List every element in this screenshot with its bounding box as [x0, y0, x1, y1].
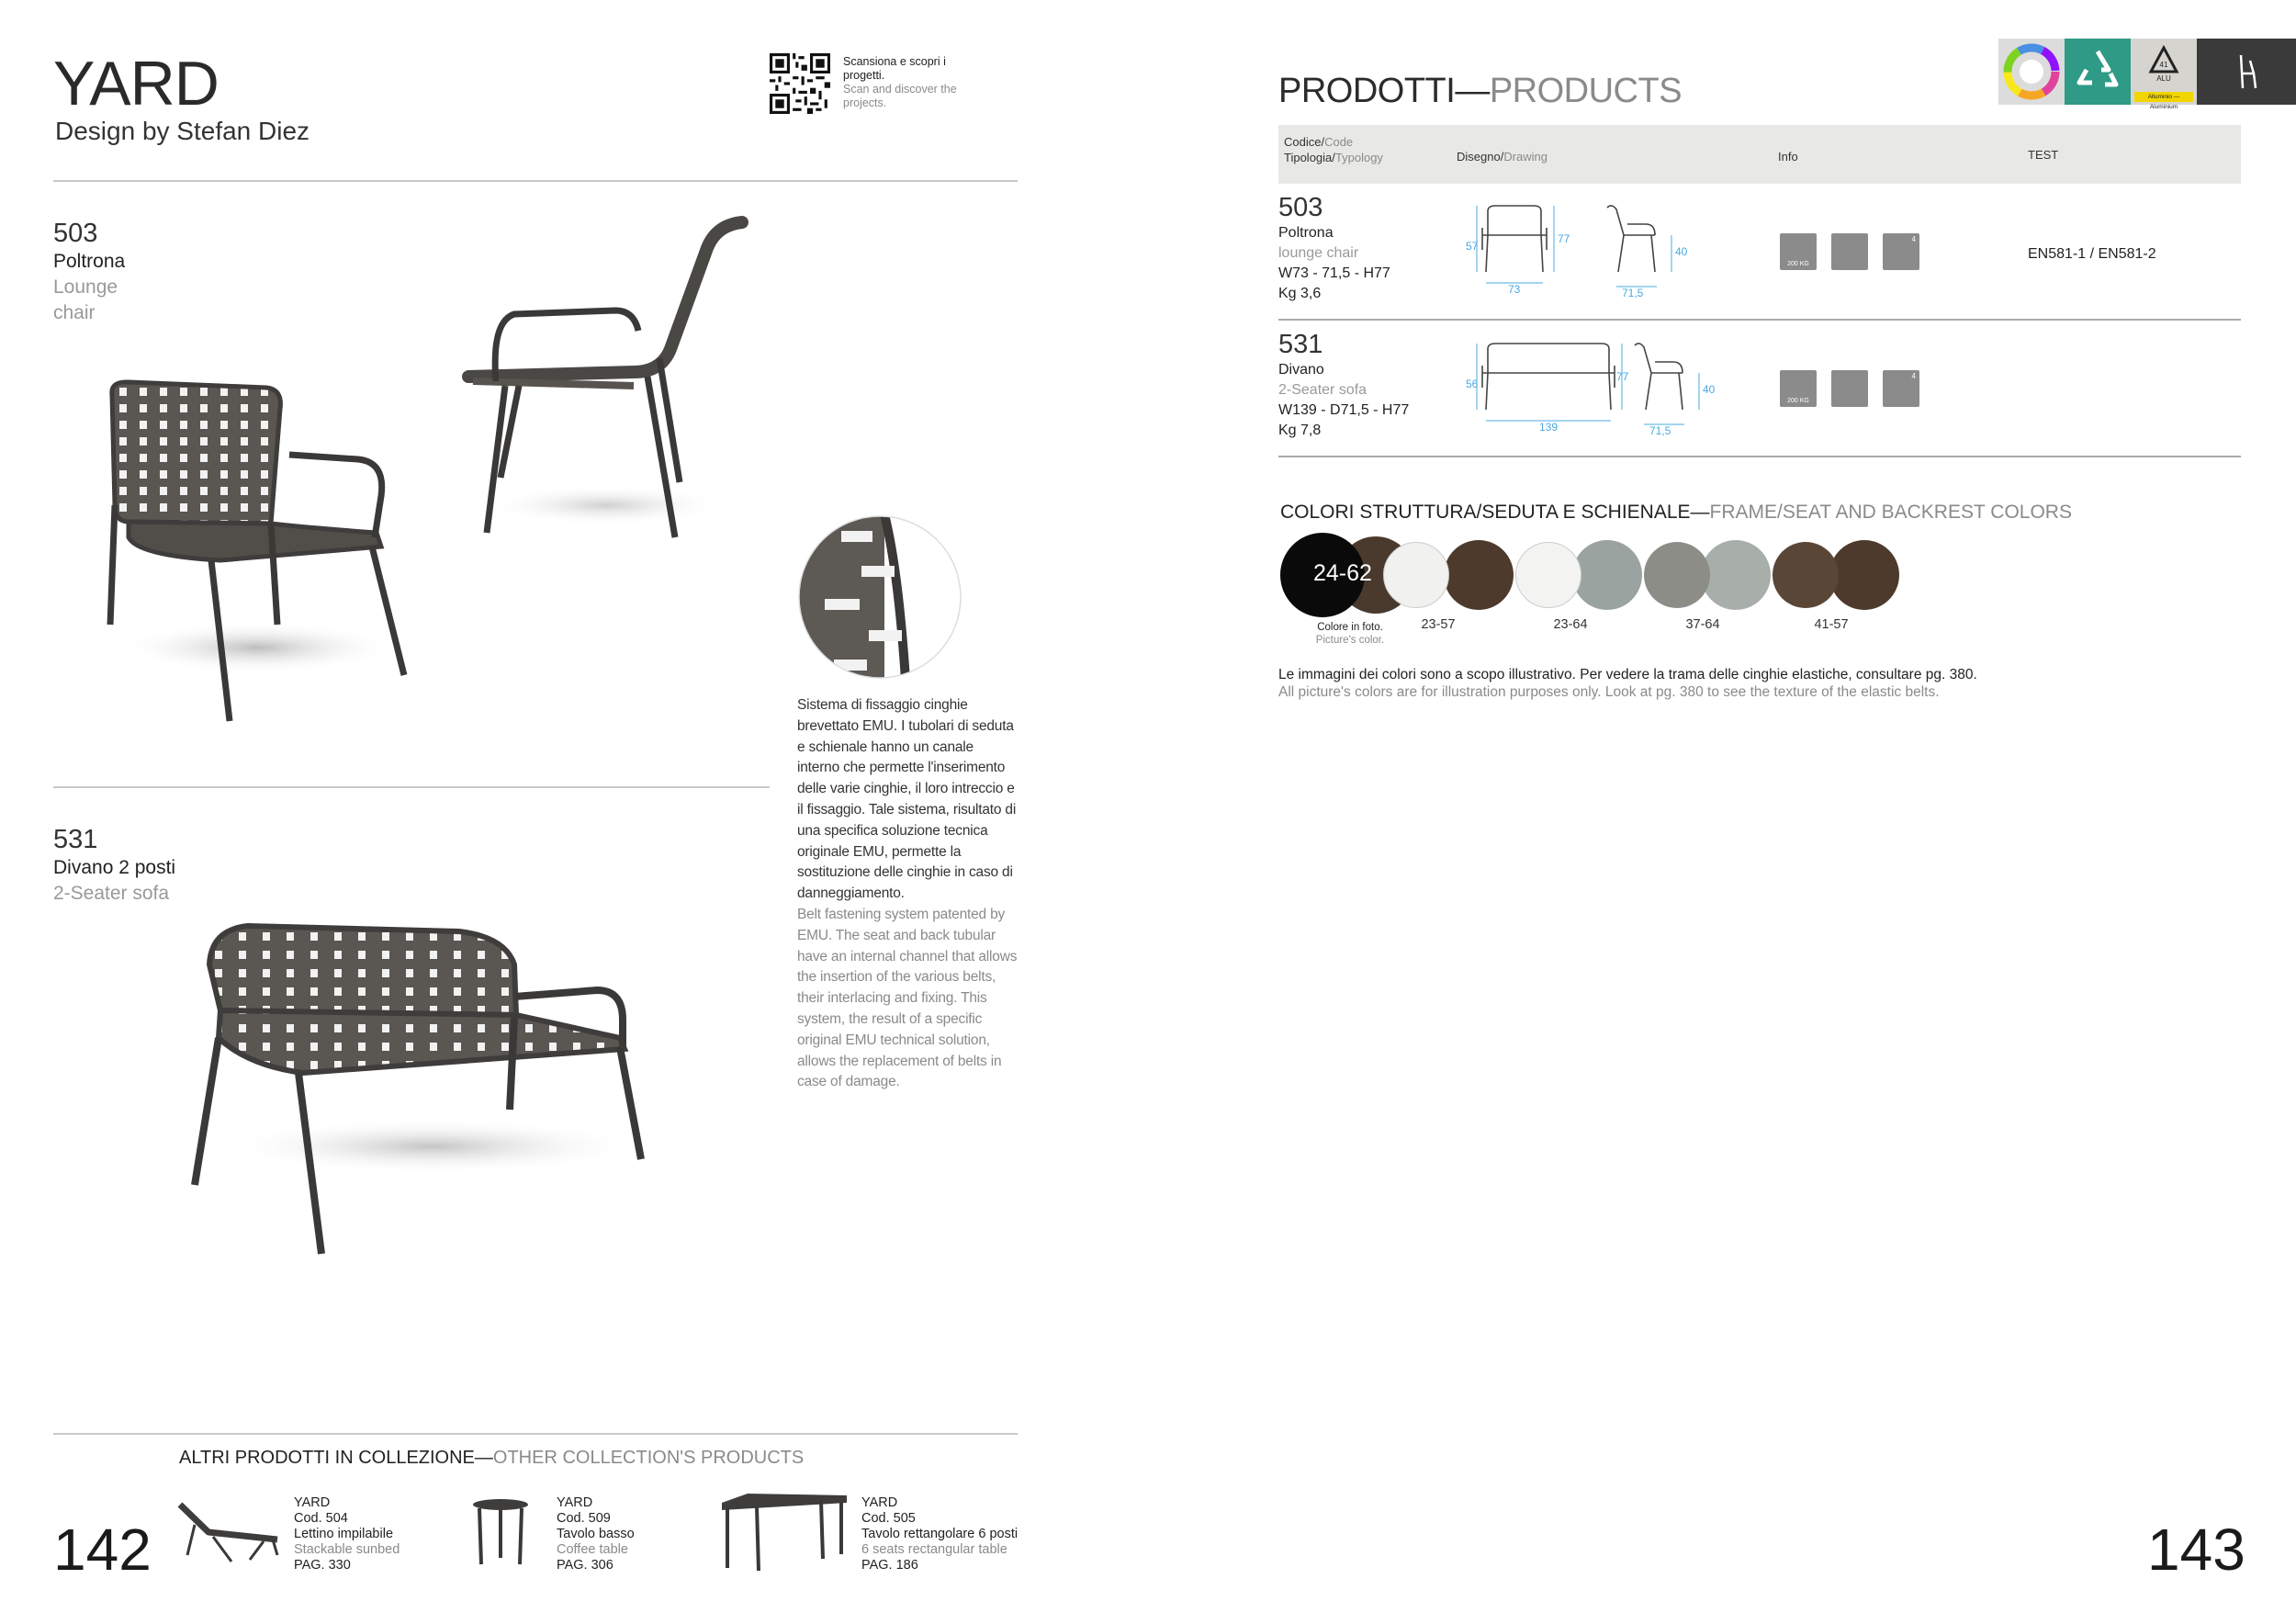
dim-total-height: 77: [1558, 232, 1570, 245]
product-name-en: Lounge: [53, 276, 118, 298]
stackable-icon: [1883, 233, 1919, 270]
product-name-it: Poltrona: [53, 251, 126, 272]
colors-heading: [1280, 502, 2072, 524]
header-code-it: Codice/: [1284, 135, 1325, 149]
qr-caption-en: Scan and discover the projects.: [843, 83, 957, 109]
item-code: Cod. 509: [557, 1511, 611, 1526]
dim-arm-height: 40: [1703, 383, 1716, 396]
product-code: 503: [53, 219, 98, 248]
heading-en: OTHER COLLECTION'S PRODUCTS: [492, 1448, 805, 1468]
alu-label: Alluminio — Aluminium: [2134, 92, 2193, 102]
other-products-heading: [179, 1448, 804, 1469]
sofa-photo: [184, 909, 661, 1268]
recycle-icon: [2065, 39, 2131, 105]
row-code: 531: [1278, 330, 1323, 359]
row-531-label: [1278, 330, 1409, 441]
header-info: Info: [1778, 150, 1798, 164]
item-name-it: Tavolo rettangolare 6 posti: [861, 1527, 1019, 1541]
description-it: Sistema di fissaggio cinghie brevettato EMU. I tubolari di seduta e schienale hanno un canale interno che permette l'inserimento delle varie cinghie, il loro intreccio e il fissaggio. Tale sistema, risultato di una specifica soluzione tecnica originale EMU, permette la sostituzione delle cinghie in caso di danneggiamento.: [797, 697, 1017, 902]
color-swatches-extra: [1280, 533, 1941, 661]
designer-credit: Design by Stefan Diez: [55, 117, 310, 145]
item-name-en: 6 seats rectangular table: [861, 1542, 1007, 1557]
page-number-left: 142: [53, 1517, 152, 1583]
product-503-label: [53, 219, 125, 326]
row-name-en: lounge chair: [1278, 245, 1359, 261]
recycle-badge: [2065, 39, 2131, 105]
stackable-icon: [1883, 370, 1919, 407]
row-503-label: [1278, 193, 1390, 304]
dim-width: 73: [1508, 283, 1521, 296]
header-test: TEST: [2028, 148, 2059, 162]
qr-caption: [843, 55, 962, 110]
load-200kg-icon: [1780, 370, 1817, 407]
item-page: PAG. 330: [294, 1558, 351, 1573]
product-code: 531: [53, 825, 98, 854]
heading-separator: —: [474, 1448, 493, 1468]
alu-short: ALU: [2156, 74, 2171, 83]
row-weight: Kg 3,6: [1278, 286, 1322, 301]
products-table-header: [1278, 125, 2241, 184]
description-en: Belt fastening system patented by EMU. The seat and back tubular have an internal channel that allows the insertion of the various belts, their interlacing and fixing. This system, the result of a specific original EMU technical solution, allows the replacement of belts in case of damage.: [797, 906, 1018, 1090]
coffee-table-info: [557, 1495, 635, 1573]
dim-depth: 71,5: [1622, 287, 1644, 299]
outdoor-weather-icon: [1831, 233, 1868, 270]
row-code: 503: [1278, 193, 1323, 222]
product-name-en: 2-Seater sofa: [53, 883, 170, 904]
in-photo-it: Colore in foto.: [1317, 622, 1383, 633]
header-drawing: [1457, 149, 1548, 164]
sunbed-info: [294, 1495, 400, 1573]
item-page: PAG. 186: [861, 1558, 918, 1573]
row-503-drawings: [1451, 198, 1708, 299]
heading-separator: —: [1455, 72, 1490, 110]
header-code-en: Code: [1324, 135, 1354, 149]
lounge-chair-photo-side: [450, 211, 762, 560]
product-name-it: Divano 2 posti: [53, 857, 176, 878]
item-line: YARD: [557, 1495, 593, 1510]
dim-arm-height: 40: [1675, 245, 1688, 258]
header-code-typology: [1284, 134, 1383, 165]
chair-type-badge: [2197, 39, 2296, 105]
item-code: Cod. 504: [294, 1511, 348, 1526]
product-531-label: [53, 825, 175, 907]
belt-system-description: [797, 695, 1019, 1093]
row-name-it: Poltrona: [1278, 225, 1334, 241]
row-503-test: EN581-1 / EN581-2: [2028, 246, 2156, 262]
row-dimensions: W73 - 71,5 - H77: [1278, 265, 1390, 281]
swatch-code: 41-57: [1814, 617, 1849, 632]
item-name-en: Stackable sunbed: [294, 1542, 400, 1557]
color-note-en: All picture's colors are for illustration purposes only. Look at pg. 380 to see the texture of the elastic belts.: [1278, 684, 1940, 700]
item-name-it: Tavolo basso: [557, 1527, 635, 1541]
heading-en: FRAME/SEAT AND BACKREST COLORS: [1709, 502, 2072, 523]
row-weight: Kg 7,8: [1278, 423, 1322, 438]
lounge-chair-photo-front: [73, 367, 441, 735]
swatch-code: 23-64: [1553, 617, 1588, 632]
load-label: 200 KG: [1787, 261, 1809, 267]
heading-separator: —: [1690, 502, 1710, 523]
divider: [53, 1433, 1018, 1435]
divider: [1278, 456, 2241, 457]
swatch-code: 37-64: [1685, 617, 1720, 632]
heading-it: COLORI STRUTTURA/SEDUTA E SCHIENALE: [1280, 502, 1691, 523]
frame-color-swatch: [1773, 542, 1839, 608]
header-type-en: Typology: [1334, 151, 1383, 164]
dim-width: 139: [1539, 421, 1559, 434]
item-page: PAG. 306: [557, 1558, 613, 1573]
divider: [53, 180, 1018, 182]
qr-code: [770, 53, 830, 114]
rectangular-table-info: [861, 1495, 1018, 1573]
swatch-code-photo: 24-62: [1313, 560, 1372, 586]
item-name-it: Lettino impilabile: [294, 1527, 394, 1541]
dim-seat-height: 56: [1466, 378, 1479, 390]
divider: [1278, 319, 2241, 321]
item-line: YARD: [861, 1495, 898, 1510]
sunbed-thumbnail: [176, 1495, 283, 1569]
belt-detail-photo: [797, 514, 962, 680]
outdoor-weather-icon: [1831, 370, 1868, 407]
chair-icon: [2197, 39, 2296, 105]
belt-color-swatch: [1829, 540, 1899, 610]
dim-total-height: 77: [1616, 370, 1629, 383]
heading-en: PRODUCTS: [1489, 72, 1683, 110]
item-name-en: Coffee table: [557, 1542, 628, 1557]
color-note-it: Le immagini dei colori sono a scopo illustrativo. Per vedere la trama delle cinghie elastiche, consultare pg. 380.: [1278, 667, 1977, 682]
item-line: YARD: [294, 1495, 331, 1510]
row-name-en: 2-Seater sofa: [1278, 382, 1367, 398]
aluminium-recycle-icon: [2131, 39, 2197, 90]
divider: [53, 786, 770, 788]
color-wheel-icon: [1998, 39, 2065, 105]
row-name-it: Divano: [1278, 362, 1324, 378]
alu-number: 41: [2159, 61, 2168, 69]
heading-it: PRODOTTI: [1278, 72, 1456, 110]
page-number-right: 143: [2147, 1517, 2245, 1583]
color-wheel-badge: [1998, 39, 2065, 105]
heading-it: ALTRI PRODOTTI IN COLLEZIONE: [179, 1448, 475, 1468]
stack-count: 4: [1911, 235, 1916, 243]
swatch-code: 23-57: [1421, 617, 1456, 632]
header-drawing-it: Disegno/: [1457, 150, 1504, 164]
coffee-table-thumbnail: [468, 1495, 533, 1569]
rectangular-table-thumbnail: [720, 1490, 849, 1573]
item-code: Cod. 505: [861, 1511, 916, 1526]
dim-seat-height: 57: [1466, 240, 1479, 253]
collection-title: YARD: [53, 49, 219, 118]
stack-count: 4: [1911, 372, 1916, 380]
load-200kg-icon: [1780, 233, 1817, 270]
header-type-it: Tipologia/: [1284, 151, 1335, 164]
load-label: 200 KG: [1787, 398, 1809, 404]
products-heading: [1278, 72, 1682, 111]
aluminium-badge: [2131, 39, 2197, 110]
row-dimensions: W139 - D71,5 - H77: [1278, 402, 1410, 418]
header-drawing-en: Drawing: [1503, 150, 1548, 164]
row-531-drawings: [1451, 336, 1745, 437]
in-photo-en: Picture's color.: [1315, 635, 1385, 646]
product-name-en-2: chair: [53, 302, 96, 323]
dim-depth: 71,5: [1649, 424, 1671, 437]
qr-caption-it: Scansiona e scopri i progetti.: [843, 55, 946, 82]
